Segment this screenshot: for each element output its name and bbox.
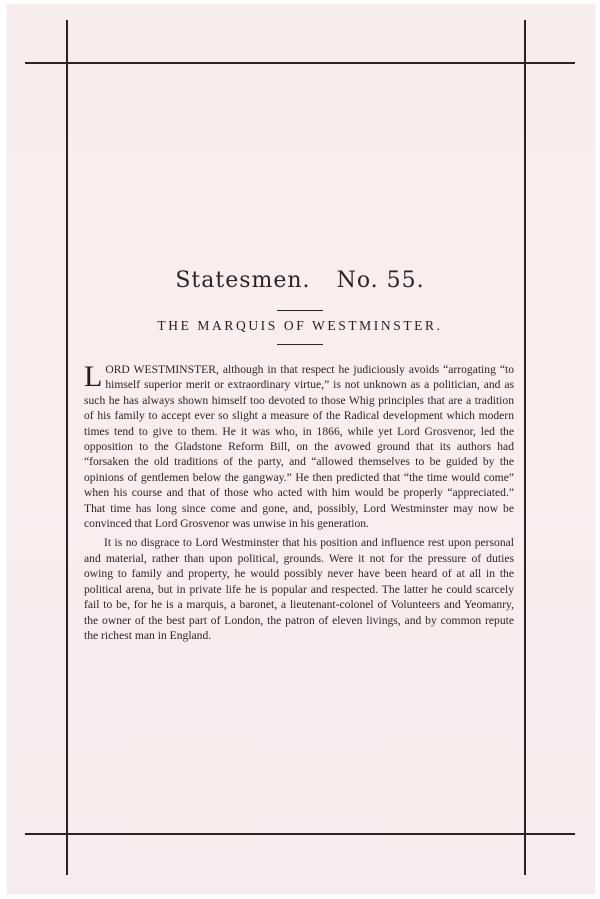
title-underline-rule bbox=[277, 310, 323, 311]
top-border-rule bbox=[25, 62, 575, 64]
title-number: No. 55. bbox=[336, 268, 425, 293]
subtitle-underline-rule bbox=[277, 344, 323, 345]
page-title bbox=[0, 268, 600, 293]
title-word: Statesmen. bbox=[175, 268, 311, 293]
paragraph-2: It is no disgrace to Lord Westminster that his position and influence rest upon personal and material, rather than upon political, grounds. Were it not for the pressure of duties owing to family and property, he would possibly never have been heard of at all in the political arena, but in private life he is popular and respected. The latter he could scarcely fail to be, for he is a marquis, a baronet, a lieutenant-colonel of Volunteers and Yeomanry, the owner of the best part of London, the patron of eleven livings, and by common repute the richest man in England. bbox=[84, 536, 514, 642]
article-body bbox=[84, 362, 514, 643]
drop-cap: L bbox=[84, 360, 103, 393]
right-border-rule bbox=[524, 20, 526, 875]
article-subtitle: THE MARQUIS OF WESTMINSTER. bbox=[157, 318, 443, 333]
paragraph-1-text: ORD WESTMINSTER, although in that respect he judiciously avoids “arrogating “to himself superior merit or extraordinary virtue,” is not unknown as a politician, and as such he has always shown himself too devoted to those Whig principles that are a tradition of his family to accept ever so slight a measure of the Radical development which modern times tend to give to them. He it was who, in 1866, while yet Lord Grosvenor, led the opposition to the Gladstone Reform Bill, on the avowed ground that its authors had “forsaken the old traditions of the party, and “allowed themselves to be guided by the opinions of gentlemen below the gangway.” He then predicted that “the time would come” when his course and that of those who acted with him would be properly “appreciated.” That time has long since come and gone, and, possibly, Lord Westminster may now be convinced that Lord Grosvenor was unwise in his generation. bbox=[84, 363, 514, 531]
bottom-border-rule bbox=[25, 833, 575, 835]
paragraph-1 bbox=[84, 362, 514, 531]
left-border-rule bbox=[66, 20, 68, 875]
